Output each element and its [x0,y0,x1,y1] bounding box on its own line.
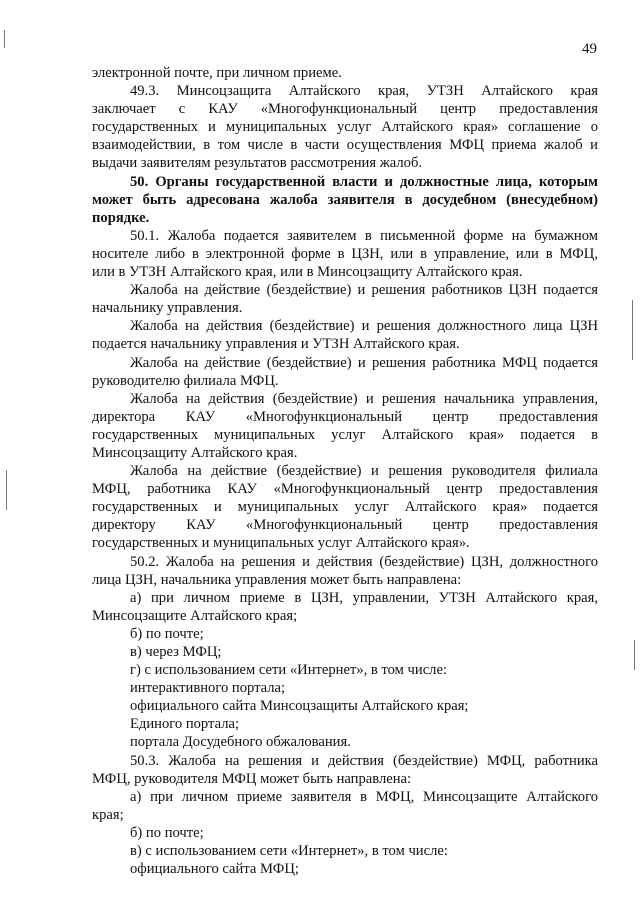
text-line: выдачи заявителям результатов рассмотрения жалоб. [92,155,423,172]
text-line: 50.3. Жалоба на решения и действия (бездействие) МФЦ, работника [130,752,598,769]
text-line: директору КАУ «Многофункциональный центр предоставления [92,517,598,534]
text-line: Жалоба на действие (бездействие) и решения работников ЦЗН подается [130,282,598,299]
text-line: МФЦ, руководителя МФЦ может быть направлена: [92,770,412,787]
text-line: б) по почте; [130,824,204,841]
text-line: портала Досудебного обжалования. [130,734,351,751]
text-line: края; [92,806,124,823]
text-line: может быть адресована жалоба заявителя в досудебном (внесудебном) [92,191,598,208]
text-line: порядке. [92,209,150,226]
text-line: директора КАУ «Многофункциональный центр предоставления [92,408,598,425]
text-line: Единого портала; [130,716,240,733]
scan-edge-mark [4,30,5,48]
text-line: заключает с КАУ «Многофункциональный центр предоставления [92,101,598,118]
text-line: 50.2. Жалоба на решения и действия (бездействие) ЦЗН, должностного [130,553,598,570]
text-line: государственных и муниципальных услуг Алтайского края» соглашение о [92,119,598,136]
text-line: 50.1. Жалоба подается заявителем в письменной форме на бумажном [130,227,598,244]
text-line: 49.3. Минсоцзащита Алтайского края, УТЗН Алтайского края [130,83,598,100]
text-line: электронной почте, при личном приеме. [92,65,342,81]
text-line: официального сайта Минсоцзащиты Алтайского края; [130,698,469,715]
text-line: Жалоба на действие (бездействие) и решения руководителя филиала [130,463,598,480]
text-line: подается начальнику управления и УТЗН Алтайского края. [92,336,460,353]
text-line: б) по почте; [130,625,204,642]
text-line: в) через МФЦ; [130,644,222,660]
text-line: в) с использованием сети «Интернет», в том числе: [130,843,448,860]
text-line: г) с использованием сети «Интернет», в том числе: [130,662,447,679]
text-line: государственных и муниципальных услуг Алтайского края» подается [92,499,598,516]
text-line: а) при личном приеме заявителя в МФЦ, Минсоцзащите Алтайского [130,788,598,805]
scan-edge-mark [632,300,633,360]
text-line: Минсоцзащите Алтайского края; [92,607,298,624]
text-line: официального сайта МФЦ; [130,861,299,878]
text-line: МФЦ, работника КАУ «Многофункциональный центр предоставления [92,481,598,498]
text-line: Жалоба на действия (бездействие) и решения должностного лица ЦЗН [130,318,598,335]
text-line: или в УТЗН Алтайского края, или в Минсоцзащиту Алтайского края. [92,264,523,281]
text-line: взаимодействии, в том числе в части осуществления МФЦ приема жалоб и [92,137,598,154]
page-number: 49 [582,41,597,57]
document-body [92,64,598,878]
text-line: интерактивного портала; [130,680,286,697]
text-line: начальнику управления. [92,300,243,317]
text-line: лица ЦЗН, начальника управления может быть направлена: [92,571,462,588]
scan-edge-mark [6,470,7,510]
scan-edge-mark [634,640,635,670]
text-line: 50. Органы государственной власти и должностные лица, которым [130,173,598,190]
text-line: Жалоба на действие (бездействие) и решения работника МФЦ подается [130,354,598,371]
text-line: а) при личном приеме в ЦЗН, управлении, УТЗН Алтайского края, [130,589,598,606]
text-line: государственных и муниципальных услуг Алтайского края». [92,535,470,552]
text-line: Жалоба на действия (бездействие) и решения начальника управления, [130,390,598,407]
text-line: носителе либо в электронной форме в ЦЗН, или в управление, или в МФЦ, [92,245,598,262]
text-line: Минсоцзащиту Алтайского края. [92,444,298,461]
text-line: государственных муниципальных услуг Алтайского края» подается в [92,426,598,443]
text-line: руководителю филиала МФЦ. [92,372,279,389]
